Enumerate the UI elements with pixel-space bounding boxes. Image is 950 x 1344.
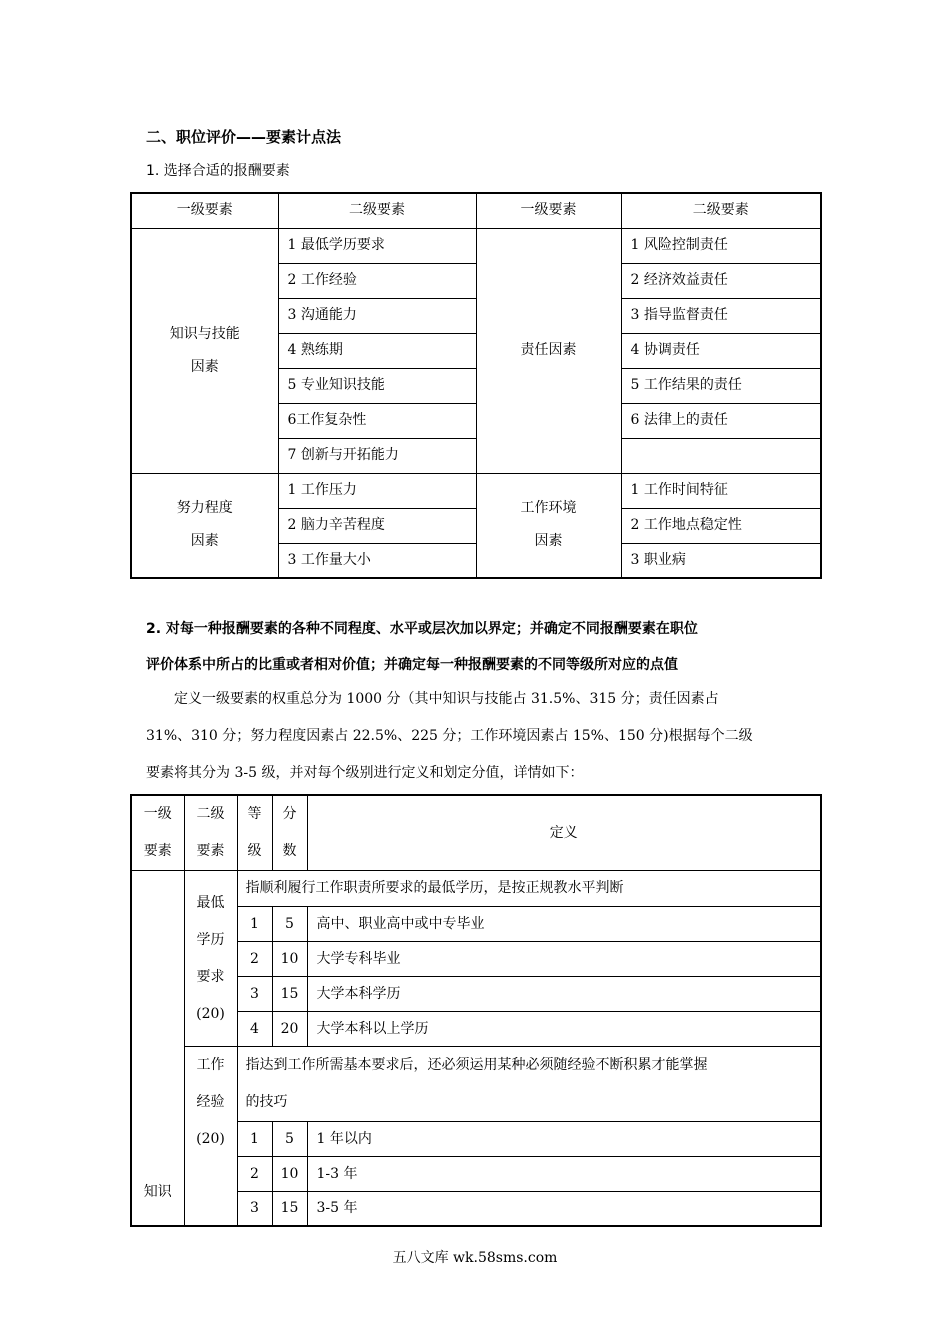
header-l1-b: 要素: [143, 843, 172, 859]
l2-experience-line3: (20): [196, 1131, 225, 1147]
grade-cell: 1: [237, 1122, 272, 1157]
grade-cell: 4: [237, 1012, 272, 1047]
knowledge-item: 6工作复杂性: [278, 403, 476, 438]
knowledge-item: 4 熟练期: [278, 333, 476, 368]
definition-cell: 大学本科学历: [307, 977, 821, 1012]
section-title: 二、职位评价——要素计点法: [146, 128, 342, 146]
l2-experience-line2: 经验: [196, 1094, 225, 1110]
knowledge-item: 1 最低学历要求: [278, 228, 476, 263]
score-cell: 5: [272, 1122, 307, 1157]
score-cell: 10: [272, 942, 307, 977]
header-grade-b: 级: [247, 843, 262, 859]
header-grade: [237, 795, 272, 871]
grade-cell: 1: [237, 907, 272, 942]
header-l2: [184, 795, 237, 871]
group-environment: [476, 473, 621, 578]
effort-item: 3 工作量大小: [278, 543, 476, 578]
grade-cell: 2: [237, 942, 272, 977]
l1-knowledge: 知识: [131, 871, 184, 1226]
definition-cell: 3-5 年: [307, 1192, 821, 1226]
knowledge-item: 2 工作经验: [278, 263, 476, 298]
header-grade-a: 等: [247, 806, 262, 822]
step2-line2: 评价体系中所占的比重或者相对价值；并确定每一种报酬要素的不同等级所对应的点值: [146, 657, 678, 673]
l2-education: [184, 871, 237, 1047]
experience-description: [237, 1047, 821, 1122]
l2-education-line1: 最低: [196, 894, 225, 911]
knowledge-item: 7 创新与开拓能力: [278, 438, 476, 473]
factor-table: [130, 192, 822, 579]
grade-definition-table: [130, 794, 822, 1227]
header-l1: [131, 795, 184, 871]
footer-watermark: 五八文库 wk.58sms.com: [392, 1250, 558, 1266]
body-line1: 定义一级要素的权重总分为 1000 分（其中知识与技能占 31.5%、315 分；责任因素占: [174, 691, 719, 707]
step2-line1: 2. 对每一种报酬要素的各种不同程度、水平或层次加以界定；并确定不同报酬要素在职位: [146, 621, 698, 637]
header-definition: 定义: [307, 795, 821, 871]
body-line3: 要素将其分为 3-5 级，并对每个级别进行定义和划定分值，详情如下：: [146, 765, 584, 781]
group-responsibility: 责任因素: [476, 228, 621, 473]
score-cell: 15: [272, 1192, 307, 1226]
score-cell: 15: [272, 977, 307, 1012]
l2-experience: [184, 1047, 237, 1226]
group-effort: [131, 473, 278, 578]
effort-item: 2 脑力辛苦程度: [278, 508, 476, 543]
group-knowledge-line1: 知识与技能: [169, 325, 240, 342]
group-knowledge-line2: 因素: [190, 358, 219, 375]
env-item: 3 职业病: [621, 543, 821, 578]
header-l2-b: 要素: [196, 843, 225, 859]
knowledge-item: 3 沟通能力: [278, 298, 476, 333]
effort-item: 1 工作压力: [278, 473, 476, 508]
grade-cell: 3: [237, 1192, 272, 1226]
body-line2: 31%、310 分；努力程度因素占 22.5%、225 分；工作环境因素占 15%、150 分)根据每个二级: [146, 728, 753, 744]
header-l2-a: 二级要素: [278, 193, 476, 228]
responsibility-item: 5 工作结果的责任: [621, 368, 821, 403]
header-l1-a: 一级: [143, 806, 172, 822]
responsibility-item: 6 法律上的责任: [621, 403, 821, 438]
header-l1-a: 一级要素: [131, 193, 278, 228]
score-cell: 5: [272, 907, 307, 942]
group-knowledge: [131, 228, 278, 473]
education-description: 指顺利履行工作职责所要求的最低学历，是按正规教水平判断: [237, 871, 821, 907]
group-effort-line2: 因素: [190, 533, 219, 550]
responsibility-item: 4 协调责任: [621, 333, 821, 368]
definition-cell: 大学本科以上学历: [307, 1012, 821, 1047]
grade-cell: 3: [237, 977, 272, 1012]
group-env-line1: 工作环境: [520, 500, 577, 517]
definition-cell: 1 年以内: [307, 1122, 821, 1157]
knowledge-item: 5 专业知识技能: [278, 368, 476, 403]
group-env-line2: 因素: [534, 533, 563, 550]
l2-education-line4: (20): [196, 1005, 225, 1022]
empty-cell: [621, 438, 821, 473]
responsibility-item: 3 指导监督责任: [621, 298, 821, 333]
definition-cell: 1-3 年: [307, 1157, 821, 1192]
definition-cell: 高中、职业高中或中专毕业: [307, 907, 821, 942]
env-item: 1 工作时间特征: [621, 473, 821, 508]
responsibility-item: 1 风险控制责任: [621, 228, 821, 263]
header-l1-b: 一级要素: [476, 193, 621, 228]
definition-cell: 大学专科毕业: [307, 942, 821, 977]
group-effort-line1: 努力程度: [176, 500, 233, 517]
env-item: 2 工作地点稳定性: [621, 508, 821, 543]
header-score-b: 数: [282, 843, 297, 859]
score-cell: 10: [272, 1157, 307, 1192]
header-l2-a: 二级: [196, 806, 225, 822]
experience-description-line2: 的技巧: [245, 1094, 288, 1110]
grade-cell: 2: [237, 1157, 272, 1192]
score-cell: 20: [272, 1012, 307, 1047]
l2-experience-line1: 工作: [196, 1057, 225, 1073]
step1-title: 1. 选择合适的报酬要素: [146, 163, 290, 179]
l2-education-line3: 要求: [196, 968, 225, 985]
header-score-a: 分: [282, 806, 297, 822]
experience-description-line1: 指达到工作所需基本要求后，还必须运用某种必须随经验不断积累才能掌握: [245, 1057, 708, 1073]
header-l2-b: 二级要素: [621, 193, 821, 228]
responsibility-item: 2 经济效益责任: [621, 263, 821, 298]
l2-education-line2: 学历: [196, 931, 225, 948]
header-score: [272, 795, 307, 871]
